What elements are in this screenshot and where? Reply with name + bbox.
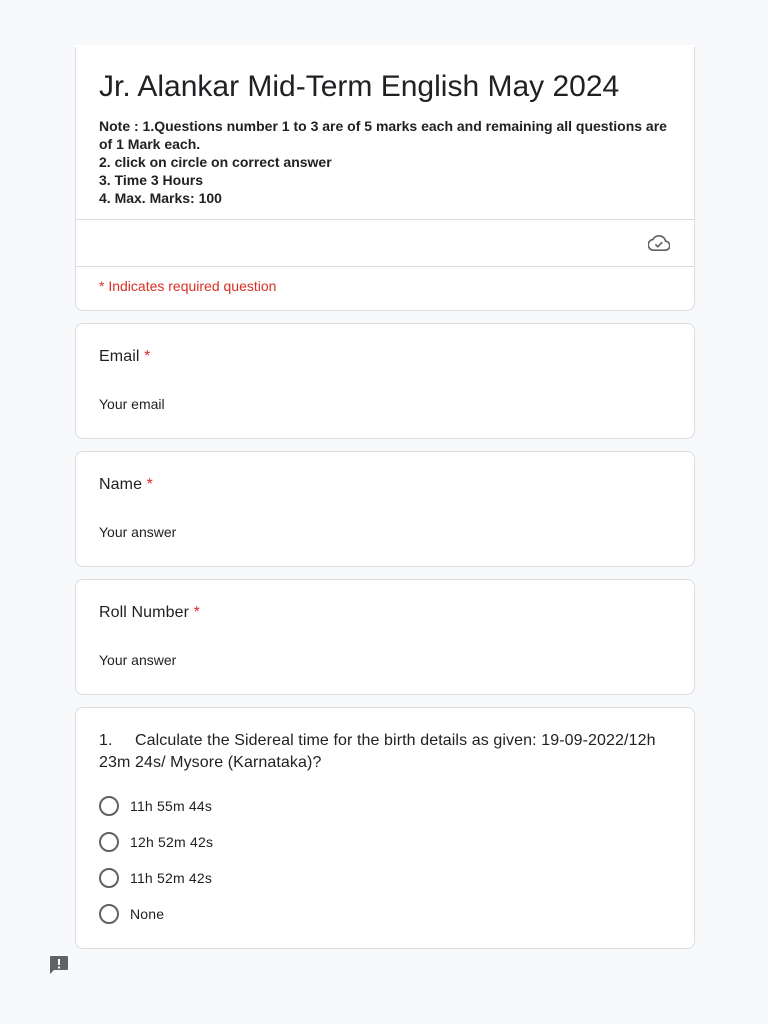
- radio-button-icon[interactable]: [99, 868, 119, 888]
- required-asterisk: *: [193, 604, 200, 621]
- question-title: [99, 474, 671, 496]
- note-line: Note : 1.Questions number 1 to 3 are of 5 marks each and remaining all questions are of 1 Mark each.: [99, 118, 667, 152]
- form-description: [99, 117, 671, 207]
- report-feedback-icon[interactable]: [49, 955, 69, 975]
- required-indicator-note: * Indicates required question: [99, 278, 277, 294]
- form-header-card: [75, 47, 695, 311]
- radio-option[interactable]: [99, 832, 671, 852]
- email-question-card: [75, 323, 695, 439]
- option-label: None: [130, 906, 165, 922]
- roll-number-question-card: [75, 579, 695, 695]
- cloud-done-icon[interactable]: [648, 234, 670, 252]
- question-title: [99, 730, 671, 774]
- roll-number-field[interactable]: [99, 650, 399, 670]
- email-field[interactable]: [99, 394, 399, 414]
- question-label: Name: [99, 476, 143, 493]
- question-number: 1.: [99, 732, 113, 749]
- radio-button-icon[interactable]: [99, 796, 119, 816]
- question-label: Email: [99, 348, 140, 365]
- question-1-card: [75, 707, 695, 949]
- note-line: 3. Time 3 Hours: [99, 172, 204, 188]
- question-label: Roll Number: [99, 604, 190, 621]
- note-line: 2. click on circle on correct answer: [99, 154, 332, 170]
- question-text: Calculate the Sidereal time for the birth details as given: 19-09-2022/12h 23m 24s/ Mysore (Karnataka)?: [99, 732, 656, 771]
- note-line: 4. Max. Marks: 100: [99, 190, 222, 206]
- required-asterisk: *: [144, 348, 151, 365]
- radio-option[interactable]: [99, 904, 671, 924]
- radio-option[interactable]: [99, 868, 671, 888]
- name-question-card: [75, 451, 695, 567]
- radio-button-icon[interactable]: [99, 832, 119, 852]
- question-title: [99, 602, 671, 624]
- option-label: 12h 52m 42s: [130, 834, 214, 850]
- account-bar: [76, 220, 694, 267]
- radio-button-icon[interactable]: [99, 904, 119, 924]
- name-field[interactable]: [99, 522, 399, 542]
- form-header: [76, 47, 694, 220]
- question-title: [99, 346, 671, 368]
- radio-group: [99, 796, 671, 924]
- option-label: 11h 52m 42s: [130, 870, 213, 886]
- form-container: [75, 47, 695, 961]
- form-title: Jr. Alankar Mid-Term English May 2024: [99, 70, 620, 103]
- radio-option[interactable]: [99, 796, 671, 816]
- option-label: 11h 55m 44s: [130, 798, 213, 814]
- required-asterisk: *: [146, 476, 153, 493]
